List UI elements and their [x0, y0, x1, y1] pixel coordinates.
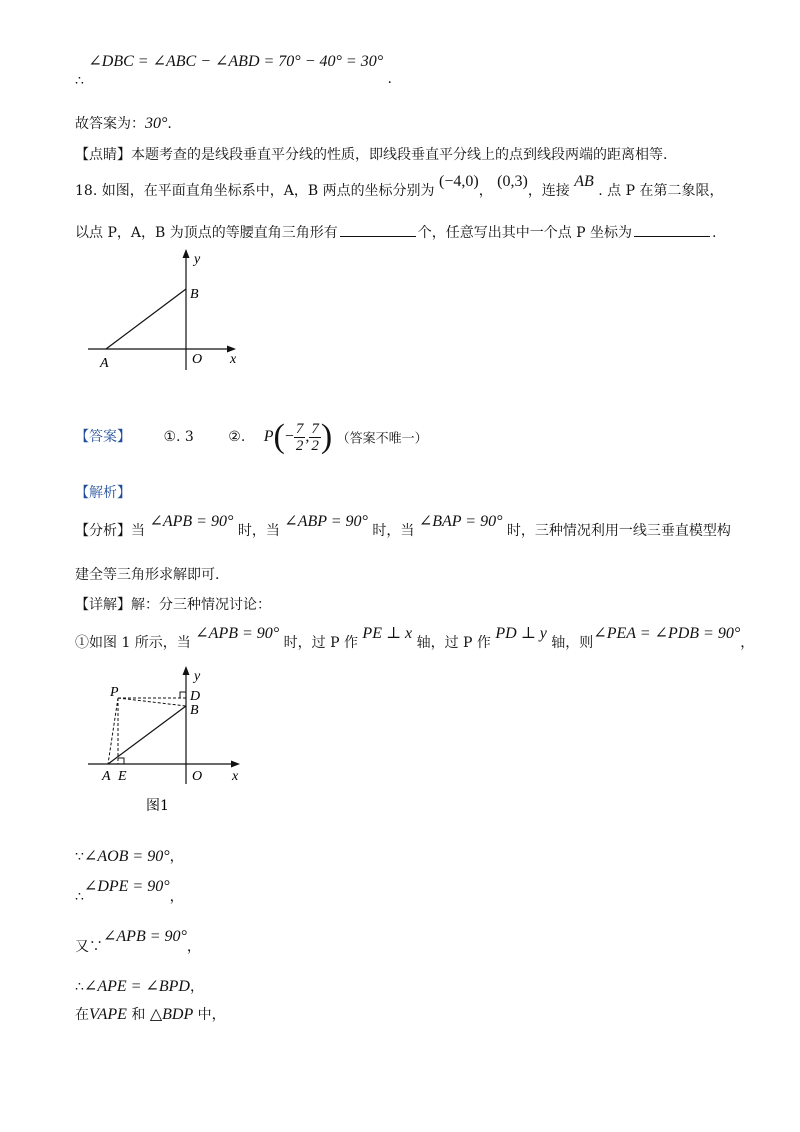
proof-line-4 — [75, 976, 204, 996]
triangle-ape: VAPE — [89, 1006, 127, 1023]
fenxi-text: 当 — [131, 523, 145, 539]
pe-perp-x: PE ⊥ x — [362, 625, 413, 642]
angle-aob: ∠AOB = 90° — [83, 848, 170, 865]
blank-coord[interactable] — [634, 235, 710, 237]
proof-line-5 — [75, 1004, 226, 1024]
also-because: 又∵ — [75, 939, 103, 955]
angle-apb: ∠APB = 90° — [195, 625, 280, 642]
angle-ape-bpd: ∠APE = ∠BPD — [83, 978, 190, 995]
therefore-symbol: ∴ — [75, 979, 84, 995]
comma: ， — [169, 849, 184, 865]
fenxi-text: 时，当 — [372, 523, 415, 539]
minus-sign: − — [284, 428, 294, 445]
paren-right: ) — [320, 418, 333, 455]
period: . — [167, 116, 172, 132]
case-text: 轴，过 P 作 — [416, 635, 491, 651]
period: . — [387, 71, 392, 87]
fraction-y — [309, 421, 321, 454]
line-xiangjie — [75, 594, 271, 614]
question-text-p: . 点 P 在第二象限， — [598, 183, 724, 199]
segment-ab-line — [108, 706, 186, 764]
angle-abp: ∠ABP = 90° — [284, 513, 368, 530]
angle-dpe: ∠DPE = 90° — [83, 878, 170, 895]
numerator: 7 — [311, 420, 319, 437]
proof-text: 和 — [131, 1007, 146, 1023]
comma: ， — [189, 979, 204, 995]
proof-text: 在 — [75, 1007, 89, 1023]
label-x: x — [232, 769, 239, 784]
angle-apb: ∠APB = 90° — [103, 928, 187, 945]
tag-xiangjie: 【详解】 — [75, 597, 131, 613]
label-a: A — [100, 356, 109, 371]
label-p: P — [110, 685, 119, 700]
right-angle-e — [118, 758, 124, 764]
therefore-symbol: ∴ — [75, 73, 84, 89]
case-text: 时，过 P 作 — [283, 635, 358, 651]
label-y: y — [194, 669, 201, 684]
coord-b: (0,3) — [497, 173, 528, 190]
question-text: 18. 如图，在平面直角坐标系中，A，B 两点的坐标分别为 — [75, 183, 435, 199]
label-a: A — [102, 769, 111, 784]
label-b: B — [190, 287, 199, 302]
answer-line — [75, 418, 428, 456]
segment-pa — [108, 698, 118, 764]
answer-value: 30° — [145, 115, 168, 132]
x-axis-arrow — [231, 761, 240, 768]
tag-answer: 【答案】 — [75, 429, 131, 445]
comma: ， — [169, 889, 184, 905]
line-fenxi — [75, 513, 731, 540]
comma: , — [305, 428, 310, 445]
right-angle-d — [180, 692, 186, 698]
coord-a: (−4,0) — [439, 173, 479, 190]
fenxi-text: 时，当 — [237, 523, 280, 539]
question-text-connect: ，连接 — [527, 183, 570, 199]
label-e: E — [118, 769, 127, 784]
proof-line-2 — [75, 876, 184, 905]
figure-caption: 图1 — [146, 798, 169, 814]
question-18-line2 — [75, 222, 717, 242]
paren-left: ( — [273, 418, 285, 455]
line-dianjing — [75, 144, 667, 164]
numerator: 7 — [295, 420, 304, 437]
angle-equation: ∠DBC = ∠ABC − ∠ABD = 70° − 40° = 30° — [88, 53, 384, 70]
angle-pea-pdb: ∠PEA = ∠PDB = 90° — [593, 625, 741, 642]
label-b: B — [190, 703, 199, 718]
answer-point-p: P — [263, 428, 274, 445]
label-y: y — [194, 252, 201, 267]
coordinate-figure-q18 — [80, 245, 250, 380]
line-answer-30 — [75, 113, 172, 133]
xiangjie-text: 解：分三种情况讨论： — [131, 597, 271, 613]
comma: ， — [186, 939, 201, 955]
blank-count[interactable] — [340, 235, 416, 237]
y-axis-arrow — [183, 249, 190, 258]
angle-bap: ∠BAP = 90° — [418, 513, 503, 530]
pd-perp-y: PD ⊥ y — [495, 625, 547, 642]
therefore-symbol: ∴ — [75, 889, 84, 905]
tag-jiexi: 【解析】 — [75, 485, 131, 501]
line-therefore-dbc — [75, 53, 392, 89]
dianjing-text: 本题考查的是线段垂直平分线的性质，即线段垂直平分线上的点到线段两端的距离相等. — [131, 147, 668, 163]
denominator: 2 — [311, 437, 319, 454]
segment-ab-line — [106, 289, 186, 349]
y-axis-arrow — [183, 666, 190, 675]
label-d: D — [190, 689, 201, 704]
tag-dianjing: 【点睛】 — [75, 147, 131, 163]
label-o: O — [192, 769, 203, 784]
answer-1: ①. 3 — [163, 429, 194, 445]
period: . — [712, 225, 717, 241]
tag-fenxi: 【分析】 — [75, 523, 131, 539]
proof-line-1 — [75, 846, 184, 866]
angle-apb: ∠APB = 90° — [149, 513, 234, 530]
case-text: ①如图 1 所示，当 — [75, 635, 191, 651]
line-fenxi-2 — [75, 564, 219, 584]
because-symbol: ∵ — [75, 849, 84, 865]
question-18-line1 — [75, 173, 724, 200]
triangle-bdp: △BDP — [149, 1006, 194, 1023]
line-case-1 — [75, 625, 755, 652]
question-text-count: 以点 P，A，B 为顶点的等腰直角三角形有 — [75, 225, 338, 241]
label-x: x — [230, 352, 237, 367]
case-text: 轴，则 — [551, 635, 594, 651]
answer-2-label: ②. — [228, 429, 246, 445]
fraction-x — [294, 421, 306, 454]
comma: ， — [478, 183, 493, 199]
segment-pb — [118, 698, 186, 706]
line-jiexi — [75, 482, 131, 502]
answer-note: （答案不唯一） — [336, 431, 428, 447]
label-o: O — [192, 352, 203, 367]
comma: ， — [740, 635, 755, 651]
answer-label: 故答案为： — [75, 116, 145, 132]
proof-line-3 — [75, 926, 201, 955]
denominator: 2 — [295, 437, 304, 454]
proof-text: 中， — [197, 1007, 226, 1023]
coordinate-figure-1 — [80, 660, 260, 820]
question-text-coord: 个，任意写出其中一个点 P 坐标为 — [417, 225, 633, 241]
segment-ab: AB — [574, 173, 594, 190]
fenxi-text-2: 建全等三角形求解即可. — [75, 567, 220, 583]
fenxi-text: 时，三种情况利用一线三垂直模型构 — [506, 523, 731, 539]
